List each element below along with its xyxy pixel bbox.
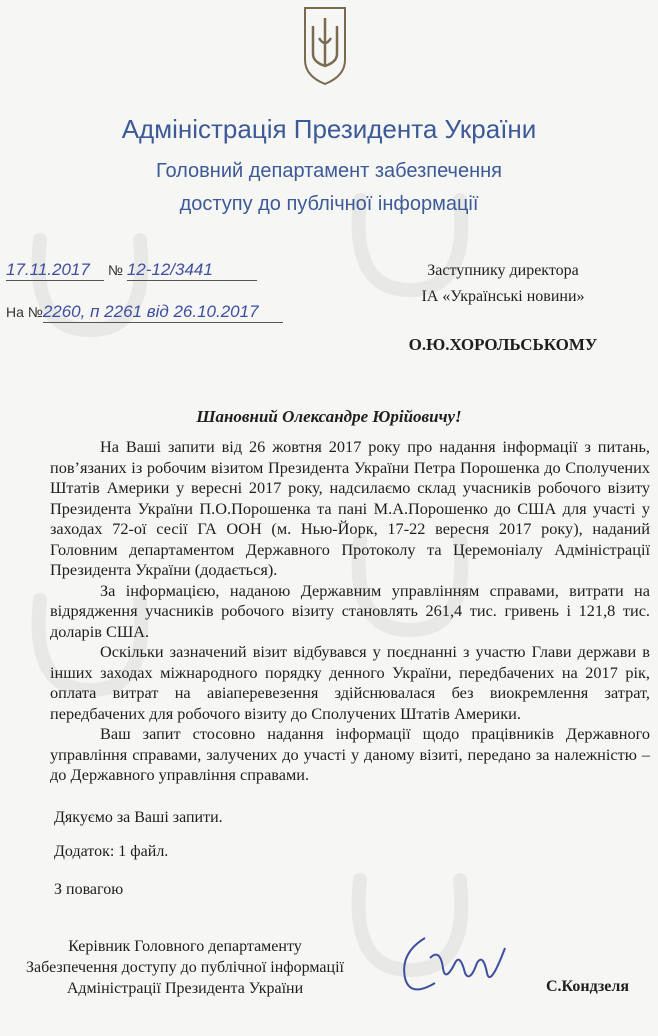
signatory-name: С.Кондзеля <box>546 977 630 995</box>
incoming-label: На № <box>6 304 43 320</box>
paragraph: На Ваші запити від 26 жовтня 2017 року про надання інформації з питань, пов’язаних із робочим візитом Президента України Петра Порошенка до Сполучених Штатів Америки у вересні 2017 року, надсилаємо склад учасників робочого візиту Президента України П.О.Порошенка та пані М.А.Порошенко до США для участі у заходах 72-ої сесії ГА ООН (м. Нью-Йорк, 17-22 вересня 2017 року), наданий Головним департаментом Державного Протоколу та Церемоніалу Адміністрації Президента України (додається). <box>50 437 650 579</box>
paragraph: Ваш запит стосовно надання інформації щодо працівників Державного управління справами, залучених до участі у даному візиті, передано за належністю – до Державного управління справами. <box>50 724 650 784</box>
regards: З повагою <box>54 880 124 898</box>
addressee-org: ІА «Українські новини» <box>421 288 585 305</box>
header-subtitle: доступу до публічної інформації <box>179 193 479 215</box>
signatory-position: Керівник Головного департаменту <box>68 937 302 955</box>
tryzub-icon <box>301 4 349 93</box>
thanks: Дякуємо за Ваші запити. <box>54 808 223 826</box>
letter-body <box>50 437 650 786</box>
header-title: Адміністрація Президента України <box>121 114 537 144</box>
outgoing-number: 12-12/3441 <box>127 260 257 281</box>
salutation: Шановний Олександре Юрійовичу! <box>196 407 462 426</box>
paragraph: За інформацією, наданою Державним управлінням справами, витрати на відрядження учасників робочого візиту становлять 261,4 тис. гривень і 121,8 тис. доларів США. <box>50 580 650 641</box>
number-label: № <box>107 262 123 278</box>
addressee-title: Заступнику директора <box>427 262 579 279</box>
signatory-block <box>0 936 370 999</box>
paragraph: Оскільки зазначений візит відбувався у поєднанні з участю Глави держави в інших заходах міжнародного порядку денного України, передбачених на 2017 рік, оплата витрат на авіаперевезення здійснювалася без виокремлення затрат, передбачених для робочого візиту до Сполучених Штатів Америки. <box>50 642 650 723</box>
letter-content <box>26 437 650 998</box>
outgoing-date: 17.11.2017 <box>6 260 104 281</box>
signatory-position: Адміністрації Президента України <box>66 979 304 997</box>
signature-row <box>26 928 650 998</box>
header-subtitle: Головний департамент забезпечення <box>155 160 502 182</box>
signatory-position: Забезпечення доступу до публічної інформації <box>26 958 344 976</box>
attachment: Додаток: 1 файл. <box>54 842 169 860</box>
outgoing-ref <box>6 260 257 281</box>
incoming-value: 2260, п 2261 від 26.10.2017 <box>43 302 283 323</box>
signature-icon <box>395 928 515 1008</box>
incoming-ref <box>6 302 283 323</box>
addressee-name: О.Ю.ХОРОЛЬСЬКОМУ <box>408 335 598 354</box>
